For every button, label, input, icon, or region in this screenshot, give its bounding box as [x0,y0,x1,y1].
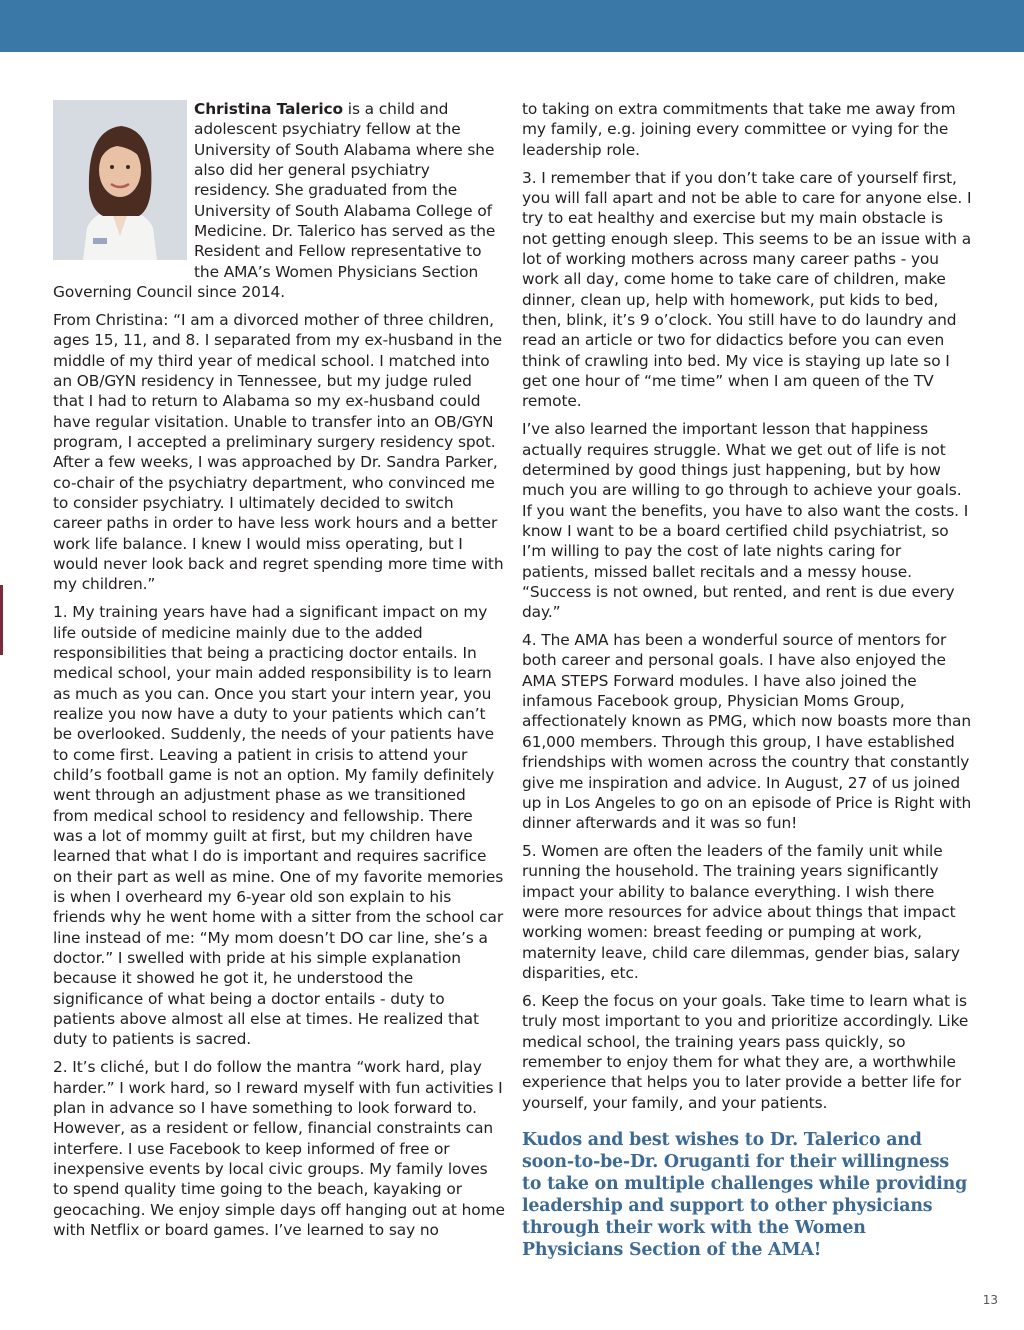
left-paragraph-1: From Christina: “I am a divorced mother of three children, ages 15, 11, and 8. I separated from my ex-husband in the middle of my third year of medical school. I matched into an OB/GYN residency in Tennessee, but my judge ruled that I had to return to Alabama so my ex-husband could have regular visitation. Unable to transfer into an OB/GYN program, I accepted a preliminary surgery residency spot. After a few weeks, I was approached by Dr. Sandra Parker, co-chair of the psychiatry department, who convinced me to consider psychiatry. I ultimately decided to switch career paths in order to have less work hours and a better work life balance. I knew I would miss operating, but I would never look back and regret spending more time with my children.” [53,310,504,594]
right-paragraph-4: 4. The AMA has been a wonderful source of mentors for both career and personal goals. I have also enjoyed the AMA STEPS Forward modules. I have also joined the infamous Facebook group, Physician Moms Group, affectionately known as PMG, which now boasts more than 61,000 members. Through this group, I have established friendships with women across the country that constantly give me inspiration and advice. In August, 27 of us joined up in Los Angeles to go on an episode of Price is Right with dinner afterwards and it was so fun! [522,631,972,833]
right-paragraph-6: 6. Keep the focus on your goals. Take time to learn what is truly most important to you and prioritize accordingly. Like medical school, the training years pass quickly, so remember to enjoy them for what they are, a worthwhile experience that helps you to later provide a better life for yourself, your family, and your patients. [522,991,969,1112]
right-paragraph-1: to taking on extra commitments that take me away from my family, e.g. joining every committee or vying for the leadership role. [522,100,956,159]
left-column [53,99,505,1248]
right-paragraph-5: 5. Women are often the leaders of the family unit while running the household. The training years significantly impact your ability to balance everything. I wish there were more resources for advice about things that impact working women: breast feeding or pumping at work, maternity leave, child care dilemmas, gender bias, salary disparities, etc. [522,842,960,983]
header-band [0,0,1024,52]
bio-paragraph [53,99,505,302]
left-paragraph-2: 1. My training years have had a significant impact on my life outside of medicine mainly due to the added responsibilities that being a practicing doctor entails. In medical school, your main added responsibility is to learn as much as you can. Once you start your intern year, you realize you now have a duty to your patients which can’t be overlooked. Suddenly, the needs of your patients have to come first. Leaving a patient in crisis to attend your child’s football game is not an option. My family definitely went through an adjustment phase as we transitioned from medical school to residency and fellowship. There was a lot of mommy guilt at first, but my children have learned that what I do is important and requires sacrifice on their part as well as mine. One of my favorite memories is when I overheard my 6-year old son explain to his friends why he went home with a sitter from the school car line instead of me: “My mom doesn’t DO car line, she’s a doctor.” I swelled with pride at his simple explanation because it showed he got it, he understood the significance of what being a doctor entails - duty to patients above almost all else at times. He realized that duty to patients is sacred. [53,603,504,1049]
left-edge-mark [0,585,3,655]
page-number: 13 [982,1293,998,1307]
right-paragraph-2: 3. I remember that if you don’t take care of yourself first, you will fall apart and not be able to care for anyone else. I try to eat healthy and exercise but my main obstacle is not getting enough sleep. This seems to be an issue with a lot of working mothers across many career paths - you work all day, come home to take care of children, make dinner, clean up, help with homework, put kids to bed, then, blink, it’s 9 o’clock. You still have to do laundry and read an article or two for didactics before you can even think of crawling into bed. My vice is staying up late so I get one hour of “me time” when I am queen of the TV remote. [522,168,972,411]
right-paragraph-3: I’ve also learned the important lesson that happiness actually requires struggle. What we get out of life is not determined by good things just happening, but by how much you are willing to go through to achieve your goals. If you want the benefits, you have to also want the costs. I know I want to be a board certified child psychiatrist, so I’m willing to pay the cost of late nights caring for patients, missed ballet recitals and a messy house. “Success is not owned, but rented, and rent is due every day.” [522,420,969,622]
kudos-callout: Kudos and best wishes to Dr. Talerico and soon-to-be-Dr. Oruganti for their willingness to take on multiple challenges while providing leadership and support to other physicians through their work with the Women Physicians Section of the AMA! [522,1130,968,1260]
bio-text: is a child and adolescent psychiatry fellow at the University of South Alabama where she also did her general psychiatry residency. She graduated from the University of South Alabama College of Medicine. Dr. Talerico has served as the Resident and Fellow representative to the AMA’s Women Physicians Section Governing Council since 2014. [53,100,496,302]
bio-name: Christina Talerico [194,100,343,118]
portrait-photo [53,100,187,260]
left-paragraph-3: 2. It’s cliché, but I do follow the mantra “work hard, play harder.” I work hard, so I reward myself with fun activities I plan in advance so I have something to look forward to. However, as a resident or fellow, financial constraints can interfere. I use Facebook to keep informed of free or inexpensive events by local civic groups. My family loves to spend quality time going to the beach, kayaking or geocaching. We enjoy simple days off hanging out at home with Netflix or board games. I’ve learned to say no [53,1058,505,1240]
right-column [522,99,972,1261]
